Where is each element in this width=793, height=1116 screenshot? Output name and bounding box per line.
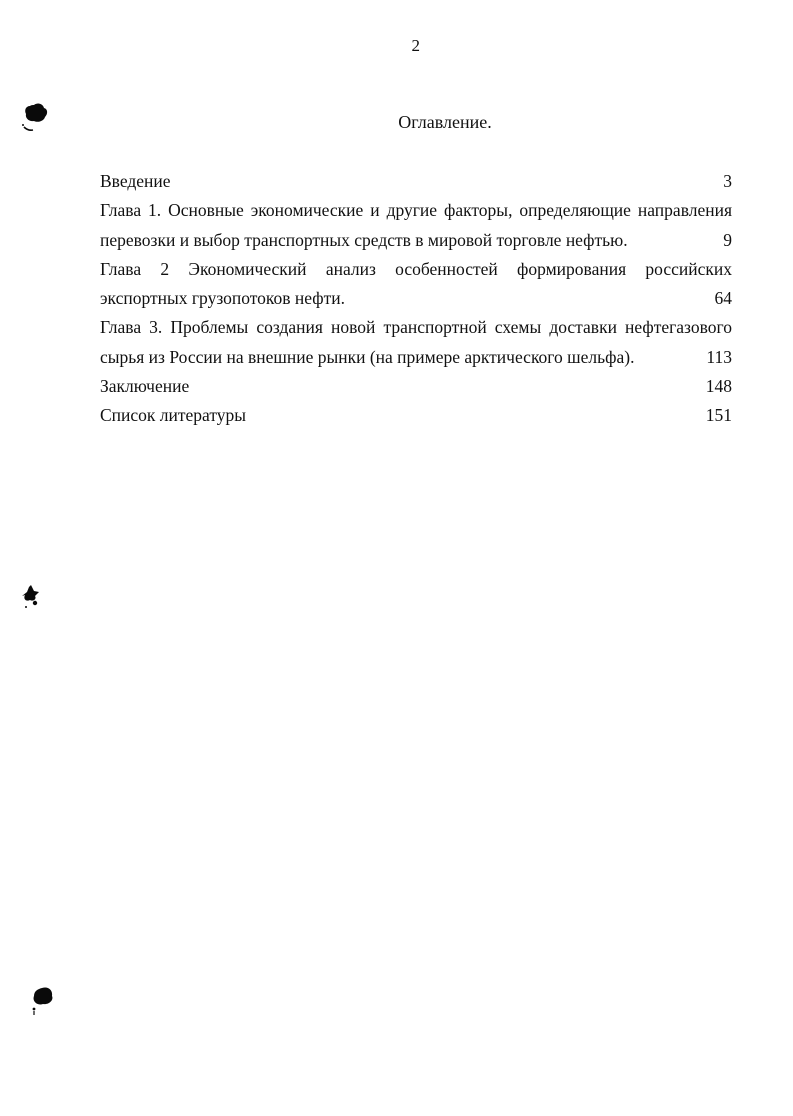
toc-line <box>100 401 732 430</box>
toc-entry-text: Глава 3. Проблемы создания новой транспортной схемы доставки нефтегазового <box>100 317 732 338</box>
toc-line <box>100 226 732 255</box>
toc-line <box>100 196 732 225</box>
toc-page-ref: 3 <box>723 171 732 191</box>
toc-page-ref: 64 <box>714 288 732 309</box>
toc-page-ref: 151 <box>705 405 732 426</box>
toc-entry-text: Список литературы <box>100 405 247 426</box>
toc-entry-text: Глава 1. Основные экономические и другие факторы, определяющие направления <box>100 200 732 221</box>
ink-blot-artifact-icon <box>18 583 46 615</box>
toc-page-ref: 148 <box>705 376 732 397</box>
toc-line <box>100 284 732 313</box>
toc-line <box>100 372 732 401</box>
toc-entry-text: сырья из России на внешние рынки (на примере арктического шельфа). <box>100 346 635 367</box>
toc-line <box>100 343 732 372</box>
toc-page-ref: 113 <box>706 346 732 367</box>
toc-page-ref: 9 <box>723 229 732 250</box>
toc-line <box>100 167 732 196</box>
page-title: Оглавление. <box>398 112 492 132</box>
toc-entry-text: Заключение <box>100 376 190 397</box>
toc-entry-text: Глава 2 Экономический анализ особенностей формирования российских <box>100 258 732 279</box>
ink-blot-artifact-icon <box>20 102 52 138</box>
toc-line <box>100 313 732 342</box>
toc-entry-text: экспортных грузопотоков нефти. <box>100 288 346 309</box>
toc-entry-text: перевозки и выбор транспортных средств в мировой торговле нефтью. <box>100 229 628 250</box>
ink-blot-artifact-icon <box>28 985 58 1019</box>
toc-entry-text: Введение <box>100 171 171 191</box>
table-of-contents <box>100 167 732 431</box>
toc-line <box>100 255 732 284</box>
page-number: 2 <box>411 36 421 55</box>
